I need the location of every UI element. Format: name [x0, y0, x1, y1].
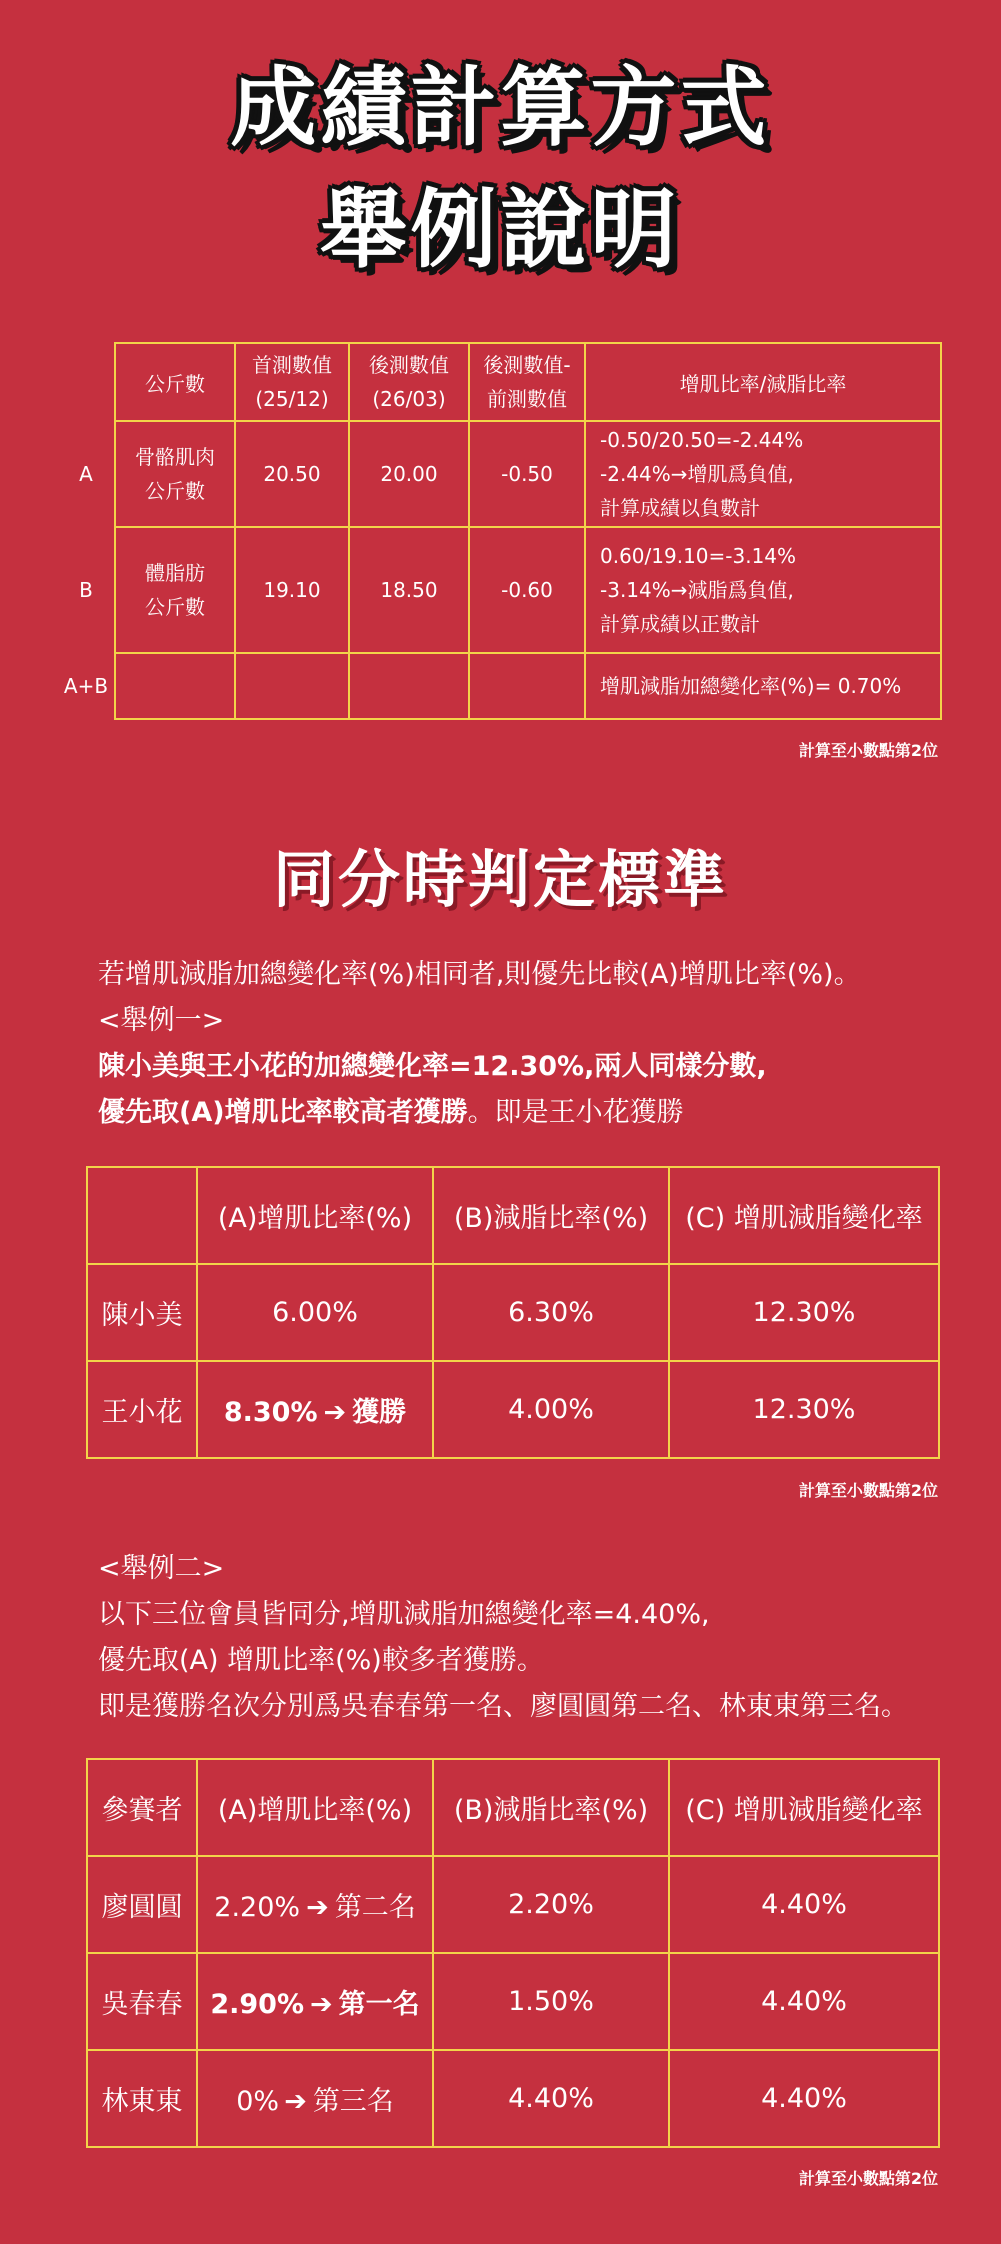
- row-label: A: [79, 462, 93, 486]
- col-a-value-rank: [197, 1856, 433, 1953]
- col-a-value-rank: [197, 1953, 433, 2050]
- example-line: 陳小美與王小花的加總變化率=12.30%,兩人同樣分數,: [98, 1051, 767, 1082]
- header-participant: 參賽者: [87, 1759, 197, 1856]
- header-first-label: 首測數值: [252, 353, 332, 377]
- row-name: [115, 421, 235, 527]
- example-conclusion: 即是獲勝名次分別爲吳春春第一名、廖圓圓第二名、林東東第三名。: [98, 1691, 908, 1722]
- header-unit: 公斤數: [115, 343, 235, 421]
- right-arrow-icon: ➔: [323, 1397, 347, 1428]
- rule-line: 若增肌減脂加總變化率(%)相同者,則優先比較(A)增肌比率(%)。: [98, 959, 861, 990]
- row-label-empty: [58, 343, 115, 421]
- ratio-note: [585, 527, 941, 653]
- header-diff-line1: 後測數值-: [483, 353, 571, 377]
- header-col-b: (B)減脂比率(%): [433, 1759, 669, 1856]
- table-row: [87, 1264, 939, 1361]
- table-row: [58, 527, 941, 653]
- col-b-value: 6.30%: [433, 1264, 669, 1361]
- section-title: 同分時判定標準: [272, 843, 728, 916]
- table-row: [87, 2050, 939, 2147]
- rule-paragraph: [98, 952, 861, 1136]
- total-note: 增肌減脂加總變化率(%)= 0.70%: [585, 653, 941, 719]
- header-after-date: (26/03): [372, 387, 446, 411]
- header-ratio: 增肌比率/減脂比率: [585, 343, 941, 421]
- diff-value: -0.60: [469, 527, 585, 653]
- page-title: 成績計算方式: [230, 58, 771, 158]
- col-a-value-winner: [197, 1361, 433, 1458]
- ratio-note-line3: 計算成績以負數計: [600, 496, 760, 520]
- row-name-line2: 公斤數: [145, 595, 205, 619]
- header-first: [235, 343, 349, 421]
- after-value: 18.50: [349, 527, 469, 653]
- page-subtitle: 舉例說明: [320, 180, 681, 280]
- right-arrow-icon: ➔: [306, 1892, 329, 1923]
- col-b-value: 2.20%: [433, 1856, 669, 1953]
- member-name: 林東東: [87, 2050, 197, 2147]
- example-2-table: [86, 1758, 940, 2148]
- empty-cell: [469, 653, 585, 719]
- col-b-value: 4.40%: [433, 2050, 669, 2147]
- header-diff-line2: 前測數值: [487, 387, 567, 411]
- col-c-value: 4.40%: [669, 2050, 939, 2147]
- header-col-c: (C) 增肌減脂變化率: [669, 1167, 939, 1264]
- col-a-value: 6.00%: [197, 1264, 433, 1361]
- example-conclusion: [98, 1090, 861, 1136]
- example-conclusion-bold: 優先取(A)增肌比率較高者獲勝: [98, 1097, 468, 1128]
- header-first-date: (25/12): [255, 387, 329, 411]
- example-line: 優先取(A) 增肌比率(%)較多者獲勝。: [98, 1645, 544, 1676]
- header-empty: [87, 1167, 197, 1264]
- result-label: 獲勝: [352, 1397, 407, 1428]
- col-b-value: 1.50%: [433, 1953, 669, 2050]
- example-heading: <舉例一>: [98, 1005, 225, 1036]
- member-name: 吳春春: [87, 1953, 197, 2050]
- right-arrow-icon: ➔: [310, 1989, 333, 2020]
- header-diff: [469, 343, 585, 421]
- header-col-b: (B)減脂比率(%): [433, 1167, 669, 1264]
- right-arrow-icon: ➔: [284, 2086, 307, 2117]
- empty-cell: [349, 653, 469, 719]
- table-row-total: [58, 653, 941, 719]
- rank-label: 第二名: [334, 1892, 416, 1923]
- footnote: 計算至小數點第2位: [798, 1481, 938, 1500]
- footnote: 計算至小數點第2位: [798, 2169, 938, 2188]
- row-name-line1: 體脂肪: [145, 561, 205, 585]
- table-row: [87, 1856, 939, 1953]
- example-2-paragraph: [98, 1546, 908, 1730]
- row-name-line1: 骨骼肌肉: [135, 445, 215, 469]
- ratio-note-line1: -0.50/20.50=-2.44%: [600, 428, 804, 452]
- diff-value: -0.50: [469, 421, 585, 527]
- row-name: [115, 527, 235, 653]
- empty-cell: [115, 653, 235, 719]
- header-col-a: (A)增肌比率(%): [197, 1167, 433, 1264]
- header-col-a: (A)增肌比率(%): [197, 1759, 433, 1856]
- first-value: 19.10: [235, 527, 349, 653]
- ratio-note: [585, 421, 941, 527]
- table-row: [58, 421, 941, 527]
- first-value: 20.50: [235, 421, 349, 527]
- col-a-value: 8.30%: [223, 1397, 318, 1428]
- col-c-value: 4.40%: [669, 1953, 939, 2050]
- table-row: [87, 1953, 939, 2050]
- header-col-c: (C) 增肌減脂變化率: [669, 1759, 939, 1856]
- col-c-value: 12.30%: [669, 1264, 939, 1361]
- empty-cell: [235, 653, 349, 719]
- col-a-value-rank: [197, 2050, 433, 2147]
- example-heading: <舉例二>: [98, 1553, 225, 1584]
- col-a-value: 2.20%: [214, 1892, 301, 1923]
- example-line: 以下三位會員皆同分,增肌減脂加總變化率=4.40%,: [98, 1599, 710, 1630]
- after-value: 20.00: [349, 421, 469, 527]
- col-b-value: 4.00%: [433, 1361, 669, 1458]
- header-after: [349, 343, 469, 421]
- row-label: B: [79, 578, 93, 602]
- col-c-value: 4.40%: [669, 1856, 939, 1953]
- member-name: 陳小美: [87, 1264, 197, 1361]
- footnote: 計算至小數點第2位: [798, 741, 938, 760]
- member-name: 廖圓圓: [87, 1856, 197, 1953]
- example-1-table: [86, 1166, 940, 1459]
- rank-label: 第一名: [338, 1989, 420, 2020]
- col-a-value: 0%: [236, 2086, 280, 2117]
- member-name: 王小花: [87, 1361, 197, 1458]
- table-row: [87, 1361, 939, 1458]
- row-name-line2: 公斤數: [145, 479, 205, 503]
- calculation-example-table: [58, 342, 942, 720]
- ratio-note-line2: -2.44%→增肌爲負值,: [600, 462, 794, 486]
- col-a-value: 2.90%: [210, 1989, 305, 2020]
- ratio-note-line2: -3.14%→減脂爲負值,: [600, 578, 794, 602]
- header-after-label: 後測數值: [369, 353, 449, 377]
- rank-label: 第三名: [312, 2086, 394, 2117]
- example-conclusion-rest: 。即是王小花獲勝: [467, 1097, 684, 1128]
- row-label: A+B: [63, 674, 109, 698]
- col-c-value: 12.30%: [669, 1361, 939, 1458]
- ratio-note-line3: 計算成績以正數計: [600, 612, 760, 636]
- ratio-note-line1: 0.60/19.10=-3.14%: [600, 544, 797, 568]
